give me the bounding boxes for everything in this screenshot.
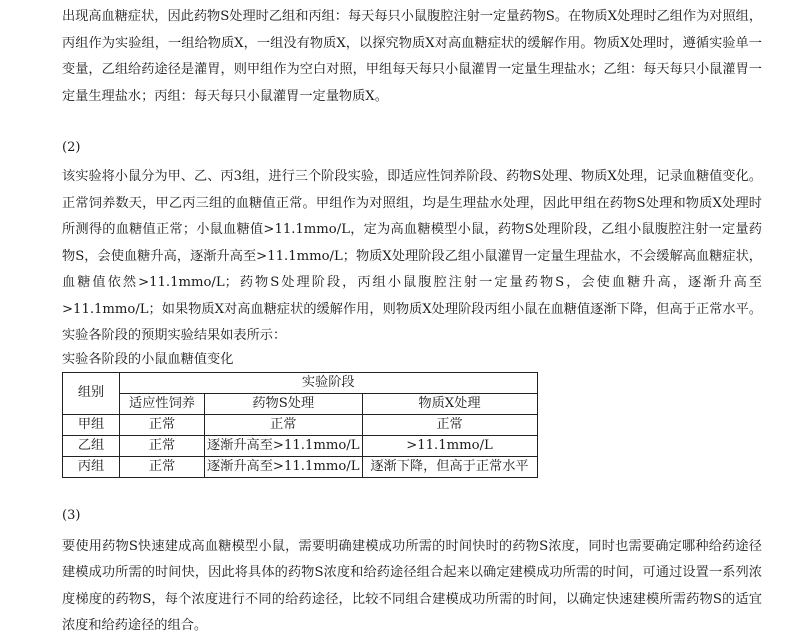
table-cell: 逐渐下降，但高于正常水平 <box>362 456 537 477</box>
group-header-cell: 组别 <box>63 372 120 414</box>
table-cell: 逐渐升高至>11.1mmo/L <box>205 435 363 456</box>
section-3-number: (3) <box>62 507 81 523</box>
document-page <box>62 4 762 640</box>
results-table <box>62 372 538 478</box>
table-caption: 实验各阶段的小鼠血糖值变化 <box>62 351 234 367</box>
table-cell: 正常 <box>362 414 537 435</box>
table-cell: 正常 <box>205 414 363 435</box>
stage-header-cell: 实验阶段 <box>120 372 538 393</box>
table-row <box>63 435 538 456</box>
paragraph-1: 出现高血糖症状，因此药物S处理时乙组和丙组：每天每只小鼠腹腔注射一定量药物S。在物质X处理时乙组作为对照组，丙组作为实验组，一组给物质X，一组没有物质X，以探究物质X对高血糖症状的缓解作用。物质X处理时，遵循实验单一变量，乙组给药途径是灌胃，则甲组作为空白对照，甲组每天每只小鼠灌胃一定量生理盐水；乙组：每天每只小鼠灌胃一定量生理盐水；丙组：每天每只小鼠灌胃一定量物质X。 <box>62 9 763 104</box>
group-cell: 甲组 <box>63 414 120 435</box>
stage-header-substance-x: 物质X处理 <box>362 393 537 414</box>
paragraph-3: 要使用药物S快速建成高血糖模型小鼠，需要明确建模成功所需的时间快时的药物S浓度，同时也需要确定哪种给药途径建模成功所需的时间快，因此将具体的药物S浓度和给药途径组合起来以确定建模成功所需的时间，可通过设置一系列浓度梯度的药物S，每个浓度进行不同的给药途径，比较不同组合建模成功所需的时间，以确定快速建模所需药物S的适宜浓度和给药途径的组合。 <box>62 538 762 633</box>
group-cell: 乙组 <box>63 435 120 456</box>
table-row <box>63 414 538 435</box>
table-cell: >11.1mmo/L <box>362 435 537 456</box>
group-cell: 丙组 <box>63 456 120 477</box>
stage-header-drug-s: 药物S处理 <box>205 393 363 414</box>
paragraph-2: 该实验将小鼠分为甲、乙、丙3组，进行三个阶段实验，即适应性饲养阶段、药物S处理、物质X处理，记录血糖值变化。正常饲养数天，甲乙丙三组的血糖值正常。甲组作为对照组，均是生理盐水处理，因此甲组在药物S处理和物质X处理时所测得的血糖值正常；小鼠血糖值>11.1mmo/L，定为高血糖模型小鼠，药物S处理阶段，乙组小鼠腹腔注射一定量药物S，会使血糖升高，逐渐升高至>11.1mmo/L；物质X处理阶段乙组小鼠灌胃一定量生理盐水，不会缓解高血糖症状，血糖值依然>11.1mmo/L；药物S处理阶段，丙组小鼠腹腔注射一定量药物S，会使血糖升高，逐渐升高至>11.1mmo/L；如果物质X对高血糖症状的缓解作用，则物质X处理阶段丙组小鼠在血糖值逐渐下降，但高于正常水平。实验各阶段的预期实验结果如表所示： <box>62 169 762 343</box>
table-cell: 正常 <box>120 414 205 435</box>
table-cell: 正常 <box>120 456 205 477</box>
table-row <box>63 456 538 477</box>
stage-header-adaptive: 适应性饲养 <box>120 393 205 414</box>
table-cell: 逐渐升高至>11.1mmo/L <box>205 456 363 477</box>
section-2-number: (2) <box>62 140 81 155</box>
table-cell: 正常 <box>120 435 205 456</box>
